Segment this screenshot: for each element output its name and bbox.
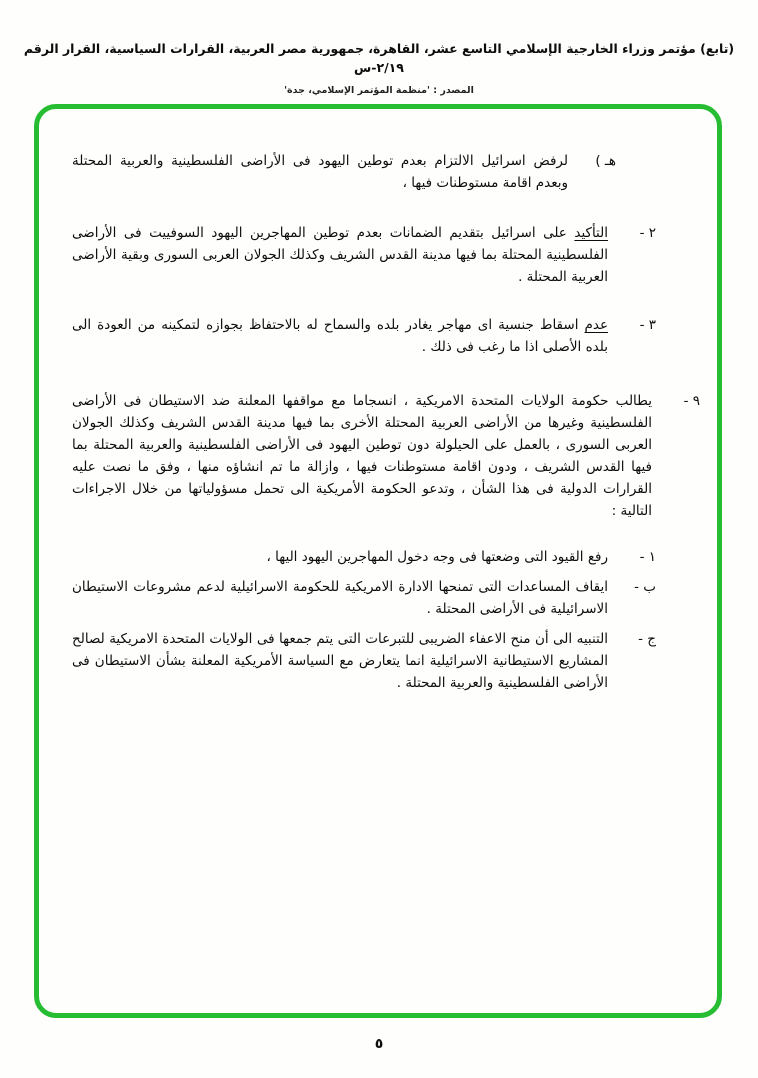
item-text-body: ايقاف المساعدات التى تمنحها الادارة الامريكية للحكومة الاسرائيلية لدعم مشروعات الاستيطان الاسرائيلية فى الأراضى المحتلة . xyxy=(72,579,608,617)
item-text-body: على اسرائيل بتقديم الضمانات بعدم توطين المهاجرين اليهود السوفييت فى الأراضى الفلسطينية المحتلة بما فيها مدينة القدس الشريف وكذلك الجولان العربى السورى وبقية الأراضى العربية المحتلة . xyxy=(72,225,608,285)
item-marker: ب - xyxy=(634,579,656,595)
item-text-body: لرفض اسرائيل الالتزام بعدم توطين اليهود فى الأراضى الفلسطينية والعربية المحتلة وبعدم اقامة مستوطنات فيها ، xyxy=(72,153,568,191)
item-marker: ١ - xyxy=(639,549,656,565)
underlined-word: التأكيد xyxy=(574,225,608,241)
item-text-body: اسقاط جنسية اى مهاجر يغادر بلده والسماح له بالاحتفاظ بجوازه لتمكينه من العودة الى بلده الأصلى اذا ما رغب فى ذلك . xyxy=(72,317,608,355)
item-text-body: يطالب حكومة الولايات المتحدة الامريكية ، انسجاما مع مواقفها المعلنة ضد الاستيطان فى الأراضى الفلسطينية وغيرها من الأراضى العربية المحتلة الأخرى بما فيها مدينة القدس الشريف وكذلك الجولان العربى السورى ، بالعمل على الحيلولة دون توطين اليهود فى الأراضى الفلسطينية والعربية المحتلة بما فيها القدس الشريف ، ودون اقامة مستوطنات فيها ، وازالة ما تم انشاؤه منها ، وفق ما نصت عليه القرارات الدولية فى هذا الشأن ، وتدعو الحكومة الأمريكية الى تحمل مسؤولياتها من خلال الاجراءات التالية : xyxy=(72,393,652,519)
item-marker: ج - xyxy=(638,631,656,647)
item-marker: هـ ) xyxy=(595,153,616,169)
item-text-body: التنبيه الى أن منح الاعفاء الضريبى للتبرعات التى يتم جمعها فى الولايات المتحدة الامريكية لصالح المشاريع الاستيطانية الاسرائيلية انما يتعارض مع السياسة الأمريكية المعلنة بشأن الاستيطان فى الأراضى الفلسطينية والعربية المحتلة . xyxy=(72,631,608,691)
item-text xyxy=(72,150,568,194)
list-subitem-j xyxy=(72,628,700,694)
item-text xyxy=(72,314,608,358)
list-item-heh xyxy=(72,150,700,194)
list-item-2 xyxy=(72,222,700,288)
item-marker: ٣ - xyxy=(639,317,656,333)
list-item-9 xyxy=(72,390,700,522)
header-title: (تابع) مؤتمر وزراء الخارجية الإسلامي التاسع عشر، القاهرة، جمهورية مصر العربية، القرارات السياسية، القرار الرقم ٢/١٩-س xyxy=(23,41,735,75)
document-body xyxy=(72,150,700,694)
header-source-line: المصدر : 'منظمة المؤتمر الإسلامي، جدة' xyxy=(284,84,474,96)
item-marker: ٢ - xyxy=(639,225,656,241)
item-text xyxy=(72,390,652,522)
list-subitem-1 xyxy=(72,546,700,568)
list-item-3 xyxy=(72,314,700,358)
item-text xyxy=(72,222,608,288)
item-text xyxy=(72,576,608,620)
underlined-word: عدم xyxy=(584,317,608,333)
item-text-body: رفع القيود التى وضعتها فى وجه دخول المهاجرين اليهود اليها ، xyxy=(266,549,608,565)
page-number: ٥ xyxy=(374,1036,384,1052)
list-subitem-b xyxy=(72,576,700,620)
document-header xyxy=(16,40,742,96)
item-text xyxy=(72,628,608,694)
item-text xyxy=(72,546,608,568)
item-marker: ٩ - xyxy=(683,393,700,409)
